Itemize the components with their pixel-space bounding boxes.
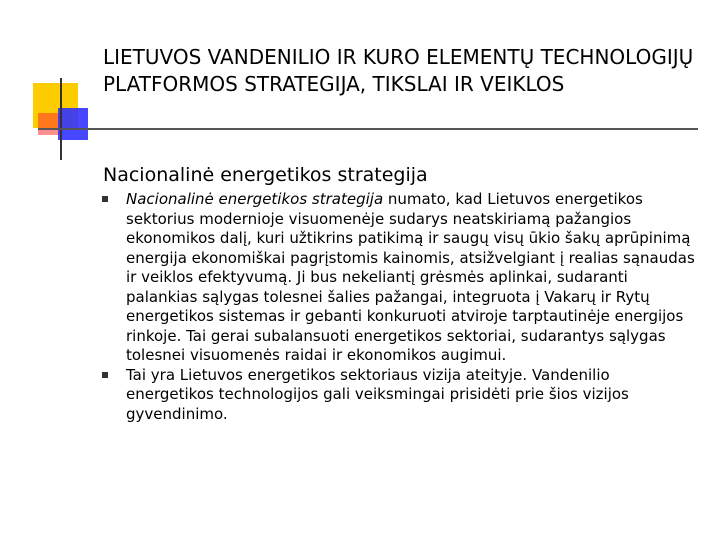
bullet-body-text: Tai yra Lietuvos energetikos sektoriaus vizija ateityje. Vandenilio energetikos technologijos gali veiksmingai prisidėti prie šios vizijos gyvendinimo. (126, 365, 629, 423)
bullet-body-text: numato, kad Lietuvos energetikos sektorius modernioje visuomenėje sudarys neatskiriamą pažangios ekonomikos dalį, kuri užtikrins patikimą ir saugų visų ūkio šakų aprūpinimą energija ekonomiškai pagrįstomis kainomis, atsižvelgiant į realias sąnaudas ir veiklos efektyvumą. Ji bus nekeliantį grėsmės aplinkai, sudaranti palankias sąlygas tolesnei šalies pažangai, integruota į Vakarų ir Rytų energetikos sistemas ir gebanti konkuruoti atviroje tarptautinėje energijos rinkoje. Tai gerai subalansuoti energetikos sektoriai, sudarantys sąlygas tolesnei visuomenės raidai ir ekonomikos augimui. (126, 190, 695, 364)
bullet-text (126, 366, 696, 425)
bullet-item (98, 366, 696, 425)
bullet-text (126, 190, 696, 366)
bullet-item (98, 190, 696, 366)
square-bullet-icon (102, 372, 108, 378)
bullet-italic-text: Nacionalinė energetikos strategija (126, 190, 384, 208)
slide-title: LIETUVOS VANDENILIO IR KURO ELEMENTŲ TECHNOLOGIJŲ PLATFORMOS STRATEGIJA, TIKSLAI IR VEIKLOS (103, 45, 694, 96)
title-divider-line (38, 128, 698, 130)
decorative-blue-square (58, 108, 88, 140)
decorative-red-square (38, 113, 60, 135)
square-bullet-icon (102, 196, 108, 202)
slide-subtitle: Nacionalinė energetikos strategija (103, 164, 428, 186)
decorative-vertical-line (60, 78, 62, 160)
bullet-list (98, 190, 696, 424)
